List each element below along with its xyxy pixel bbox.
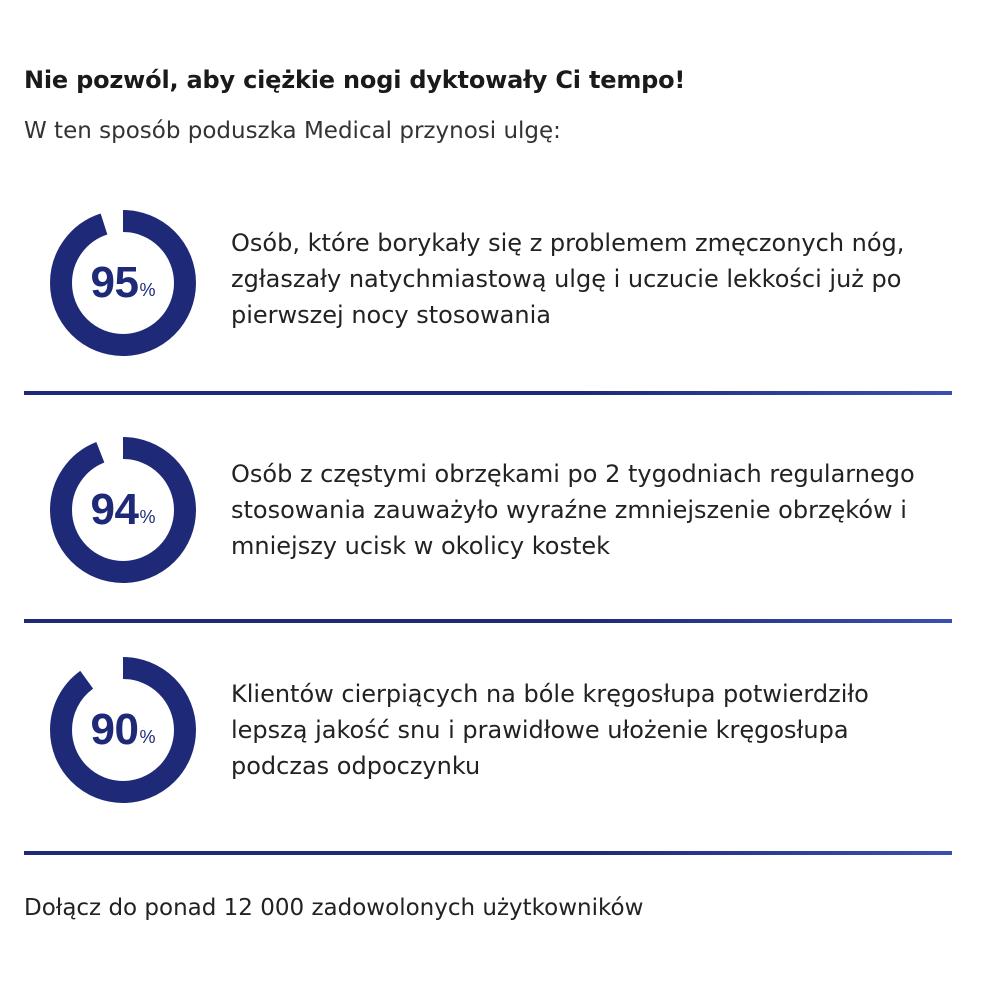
divider xyxy=(24,851,952,855)
page-subtitle: W ten sposób poduszka Medical przynosi ulgę: xyxy=(24,118,561,144)
progress-ring xyxy=(50,437,196,583)
stat-percentage-value: 95 xyxy=(90,258,139,307)
divider xyxy=(24,619,952,623)
stat-percentage-unit: % xyxy=(139,727,156,747)
stat-description: Osób z częstymi obrzękami po 2 tygodniach regularnego stosowania zauważyło wyraźne zmniejszenie obrzęków i mniejszy ucisk w okolicy kostek xyxy=(231,460,915,560)
stat-percentage-value: 94 xyxy=(90,485,139,534)
stat-percentage-unit: % xyxy=(139,280,156,300)
stat-percentage-value: 90 xyxy=(90,705,139,754)
page-title: Nie pozwól, aby ciężkie nogi dyktowały Ci tempo! xyxy=(24,66,686,94)
stat-description: Osób, które borykały się z problemem zmęczonych nóg, zgłaszały natychmiastową ulgę i uczucie lekkości już po pierwszej nocy stosowania xyxy=(231,229,905,329)
stat-percentage-unit: % xyxy=(139,507,156,527)
progress-ring xyxy=(50,657,196,803)
footer-text: Dołącz do ponad 12 000 zadowolonych użytkowników xyxy=(24,895,644,921)
divider xyxy=(24,391,952,395)
stat-description: Klientów cierpiących na bóle kręgosłupa potwierdziło lepszą jakość snu i prawidłowe ułożenie kręgosłupa podczas odpoczynku xyxy=(231,680,869,780)
progress-ring xyxy=(50,210,196,356)
